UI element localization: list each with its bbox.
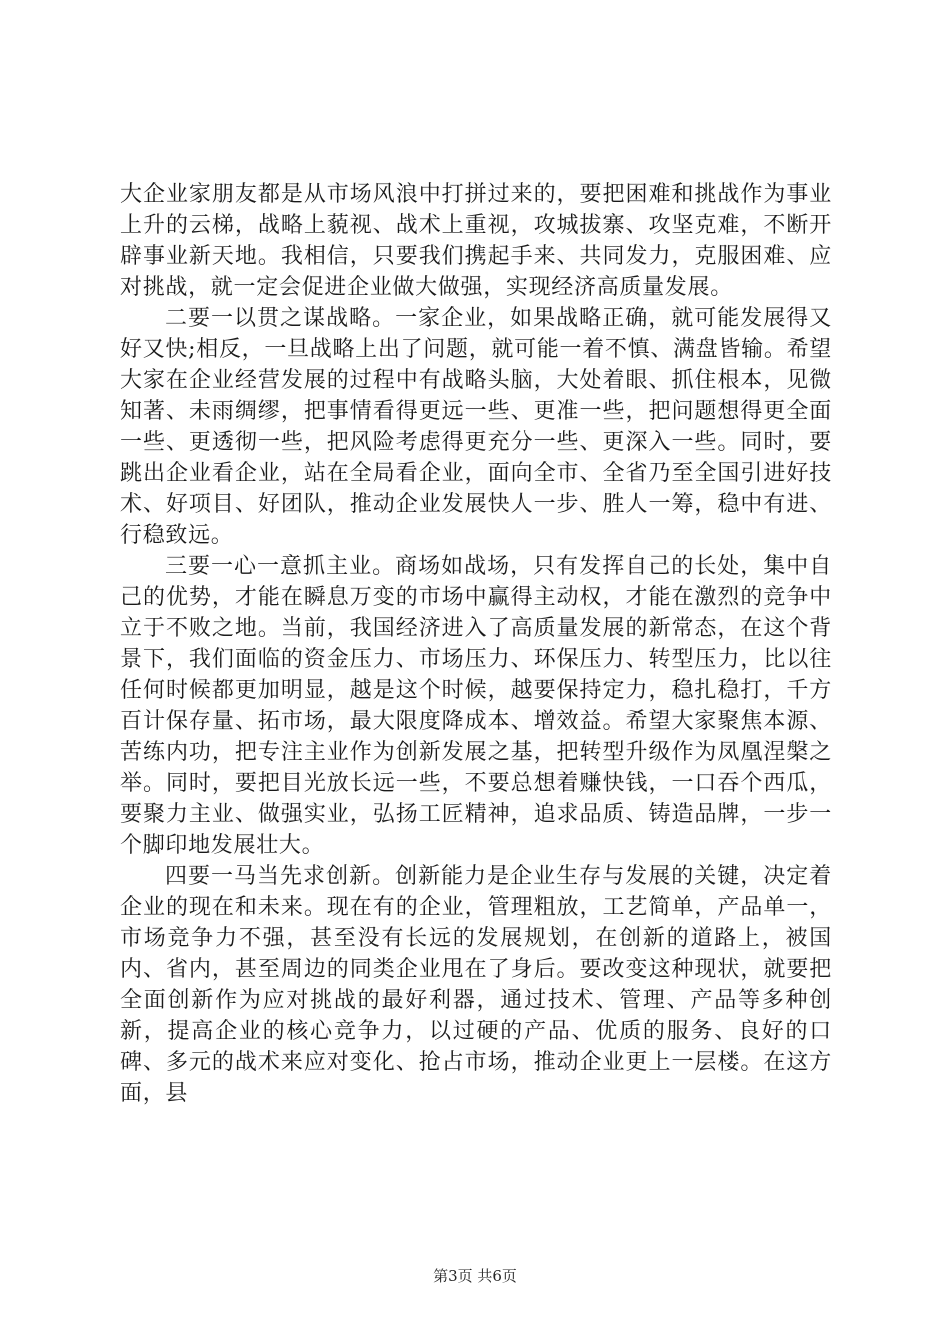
paragraph-continuation: 大企业家朋友都是从市场风浪中打拼过来的，要把困难和挑战作为事业上升的云梯，战略上藐视、战术上重视，攻城拔寨、攻坚克难，不断开辟事业新天地。我相信，只要我们携起手来、共同发力，克服困难、应对挑战，就一定会促进企业做大做强，实现经济高质量发展。 bbox=[120, 182, 832, 300]
document-body bbox=[120, 179, 832, 1109]
page-footer: 第3页 共6页 bbox=[433, 1267, 517, 1285]
paragraph-strategy: 二要一以贯之谋战略。一家企业，如果战略正确，就可能发展得又好又快;相反，一旦战略上出了问题，就可能一着不慎、满盘皆输。希望大家在企业经营发展的过程中有战略头脑，大处着眼、抓住根本，见微知著、未雨绸缪，把事情看得更远一些、更准一些，把问题想得更全面一些、更透彻一些，把风险考虑得更充分一些、更深入一些。同时，要跳出企业看企业，站在全局看企业，面向全市、全省乃至全国引进好技术、好项目、好团队，推动企业发展快人一步、胜人一筹，稳中有进、行稳致远。 bbox=[120, 306, 832, 548]
paragraph-main-business: 三要一心一意抓主业。商场如战场，只有发挥自己的长处，集中自己的优势，才能在瞬息万变的市场中赢得主动权，才能在激烈的竞争中立于不败之地。当前，我国经济进入了高质量发展的新常态，在这个背景下，我们面临的资金压力、市场压力、环保压力、转型压力，比以往任何时候都更加明显，越是这个时候，越要保持定力，稳扎稳打，千方百计保存量、拓市场，最大限度降成本、增效益。希望大家聚焦本源、苦练内功，把专注主业作为创新发展之基，把转型升级作为凤凰涅槃之举。同时，要把目光放长远一些，不要总想着赚快钱，一口吞个西瓜，要聚力主业、做强实业，弘扬工匠精神，追求品质、铸造品牌，一步一个脚印地发展壮大。 bbox=[120, 554, 832, 858]
paragraph-innovation: 四要一马当先求创新。创新能力是企业生存与发展的关键，决定着企业的现在和未来。现在有的企业，管理粗放，工艺简单，产品单一，市场竞争力不强，甚至没有长远的发展规划，在创新的道路上，被国内、省内，甚至周边的同类企业甩在了身后。要改变这种现状，就要把全面创新作为应对挑战的最好利器，通过技术、管理、产品等多种创新，提高企业的核心竞争力，以过硬的产品、优质的服务、良好的口碑、多元的战术来应对变化、抢占市场，推动企业更上一层楼。在这方面，县 bbox=[120, 864, 832, 1106]
